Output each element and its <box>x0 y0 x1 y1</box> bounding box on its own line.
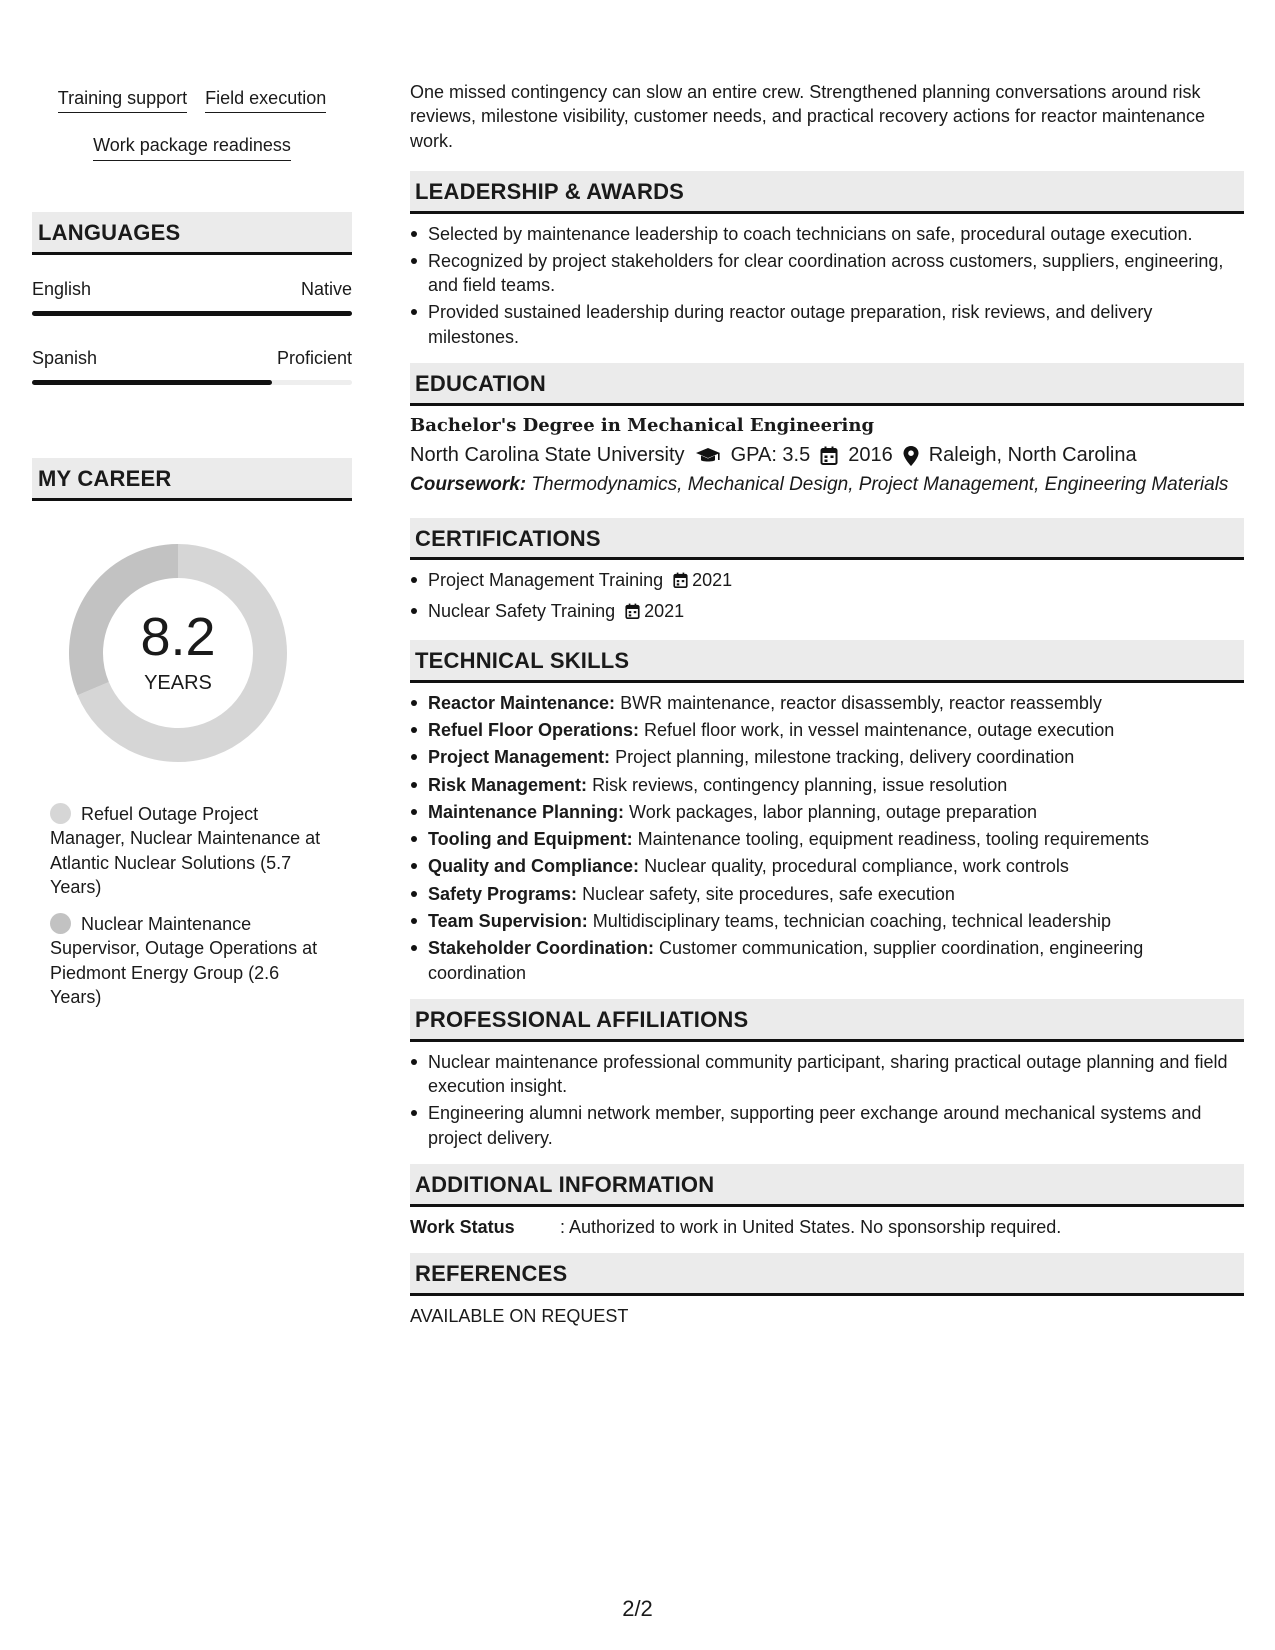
certifications-section <box>410 518 1244 626</box>
additional-heading: ADDITIONAL INFORMATION <box>410 1164 1244 1207</box>
coursework-list: Thermodynamics, Mechanical Design, Project Management, Engineering Materials <box>531 474 1229 496</box>
coursework <box>410 473 1244 498</box>
career-item-text: Refuel Outage Project Manager, Nuclear Maintenance at Atlantic Nuclear Solutions (5.7 Years) <box>50 804 321 898</box>
language-item <box>32 277 352 316</box>
skill-label: Maintenance Planning: <box>428 801 625 822</box>
skills-heading: TECHNICAL SKILLS <box>410 640 1244 683</box>
school-name: North Carolina State University <box>410 444 685 467</box>
graduation-year: 2016 <box>848 444 893 467</box>
map-pin-icon <box>903 446 919 466</box>
skill-item <box>410 854 1244 878</box>
language-proficiency-fill <box>32 311 352 316</box>
skill-label: Team Supervision: <box>428 911 588 932</box>
education-details <box>410 442 1244 469</box>
certification-item <box>410 568 1244 595</box>
work-status-value: : Authorized to work in United States. No sponsorship required. <box>560 1216 1062 1237</box>
skill-tags <box>32 86 352 181</box>
skill-text: Multidisciplinary teams, technician coaching, technical leadership <box>592 911 1111 932</box>
coursework-label: Coursework: <box>410 474 527 496</box>
career-heading: MY CAREER <box>32 458 352 501</box>
references-heading: REFERENCES <box>410 1253 1244 1296</box>
language-item <box>32 346 352 385</box>
page-number: 2/2 <box>622 1596 653 1621</box>
career-item-text: Nuclear Maintenance Supervisor, Outage Operations at Piedmont Energy Group (2.6 Years) <box>50 913 318 1008</box>
gpa: GPA: 3.5 <box>730 444 811 467</box>
references-section <box>410 1253 1244 1328</box>
skill-label: Stakeholder Coordination: <box>428 938 655 959</box>
certification-name: Project Management Training <box>428 570 664 591</box>
leadership-item: Selected by maintenance leadership to coach technicians on safe, procedural outage execution. <box>410 222 1244 246</box>
skill-item <box>410 800 1244 824</box>
language-proficiency-bar <box>32 380 352 385</box>
language-name: English <box>32 278 92 299</box>
legend-dot <box>50 803 71 824</box>
leadership-item: Recognized by project stakeholders for clear coordination across customers, suppliers, engineering, and field teams. <box>410 249 1244 298</box>
intro-paragraph: One missed contingency can slow an entire crew. Strengthened planning conversations around risk reviews, milestone visibility, customer needs, and practical recovery actions for reactor maintenance work. <box>410 82 1206 151</box>
skill-tag: Work package readiness <box>93 133 291 160</box>
career-list <box>50 802 330 1022</box>
school-location: Raleigh, North Carolina <box>928 444 1137 467</box>
certification-year: 2021 <box>692 570 733 591</box>
certification-item <box>410 599 1244 626</box>
certification-name: Nuclear Safety Training <box>428 600 616 621</box>
languages-section <box>32 212 352 385</box>
skill-item <box>410 773 1244 797</box>
skill-text: Project planning, milestone tracking, delivery coordination <box>615 747 1075 768</box>
career-donut <box>65 540 291 766</box>
skill-item <box>410 691 1244 715</box>
additional-section <box>410 1164 1244 1239</box>
skill-text: Risk reviews, contingency planning, issue resolution <box>592 774 1008 795</box>
degree-title: Bachelor's Degree in Mechanical Engineering <box>410 414 875 436</box>
leadership-section <box>410 171 1244 349</box>
career-item <box>50 802 330 900</box>
affiliations-section <box>410 999 1244 1150</box>
skill-text: Work packages, labor planning, outage preparation <box>629 801 1037 822</box>
skill-text: Nuclear quality, procedural compliance, work controls <box>644 856 1069 877</box>
leadership-item: Provided sustained leadership during reactor outage preparation, risk reviews, and delivery milestones. <box>410 300 1244 349</box>
main-content <box>410 80 1244 1328</box>
skill-item <box>410 827 1244 851</box>
skill-label: Refuel Floor Operations: <box>428 720 640 740</box>
education-heading: EDUCATION <box>410 363 1244 406</box>
career-section <box>32 458 352 501</box>
affiliations-heading: PROFESSIONAL AFFILIATIONS <box>410 999 1244 1042</box>
languages-heading: LANGUAGES <box>32 212 352 255</box>
graduation-cap-icon <box>695 447 721 465</box>
language-level: Proficient <box>276 347 352 368</box>
skill-label: Safety Programs: <box>428 883 578 904</box>
skill-text: Refuel floor work, in vessel maintenance, outage execution <box>644 720 1115 740</box>
calendar-icon <box>625 602 640 626</box>
skill-label: Project Management: <box>428 747 611 768</box>
skill-label: Reactor Maintenance: <box>428 692 616 713</box>
language-name: Spanish <box>32 347 98 368</box>
language-proficiency-fill <box>32 380 272 385</box>
calendar-icon <box>820 446 838 466</box>
language-proficiency-bar <box>32 311 352 316</box>
career-years-unit: YEARS <box>144 671 212 694</box>
education-section <box>410 363 1244 498</box>
affiliation-item: Engineering alumni network member, supporting peer exchange around mechanical systems and project delivery. <box>410 1101 1244 1150</box>
skill-item <box>410 909 1244 933</box>
career-years-value: 8.2 <box>140 606 216 667</box>
skill-text: BWR maintenance, reactor disassembly, reactor reassembly <box>620 692 1102 713</box>
work-status-row <box>410 1215 1244 1239</box>
skill-label: Tooling and Equipment: <box>428 829 633 850</box>
skill-label: Quality and Compliance: <box>428 856 640 877</box>
certifications-heading: CERTIFICATIONS <box>410 518 1244 561</box>
affiliation-item: Nuclear maintenance professional community participant, sharing practical outage planning and field execution insight. <box>410 1050 1244 1099</box>
skill-tag: Field execution <box>205 86 326 113</box>
skill-item <box>410 718 1244 742</box>
legend-dot <box>50 913 71 934</box>
skill-label: Risk Management: <box>428 774 588 795</box>
leadership-heading: LEADERSHIP & AWARDS <box>410 171 1244 214</box>
career-item <box>50 912 330 1010</box>
skill-item <box>410 745 1244 769</box>
skill-text: Customer communication, supplier coordination, engineering coordination <box>428 938 1144 983</box>
skills-section <box>410 640 1244 985</box>
language-level: Native <box>300 278 352 299</box>
skill-tag: Training support <box>58 86 187 113</box>
skill-text: Nuclear safety, site procedures, safe execution <box>582 883 955 904</box>
skill-item <box>410 936 1244 985</box>
certification-year: 2021 <box>644 600 685 621</box>
calendar-icon <box>673 571 688 595</box>
work-status-key: Work Status <box>410 1216 515 1237</box>
skill-item <box>410 882 1244 906</box>
references-text: AVAILABLE ON REQUEST <box>410 1305 629 1326</box>
skill-text: Maintenance tooling, equipment readiness, tooling requirements <box>637 829 1149 850</box>
